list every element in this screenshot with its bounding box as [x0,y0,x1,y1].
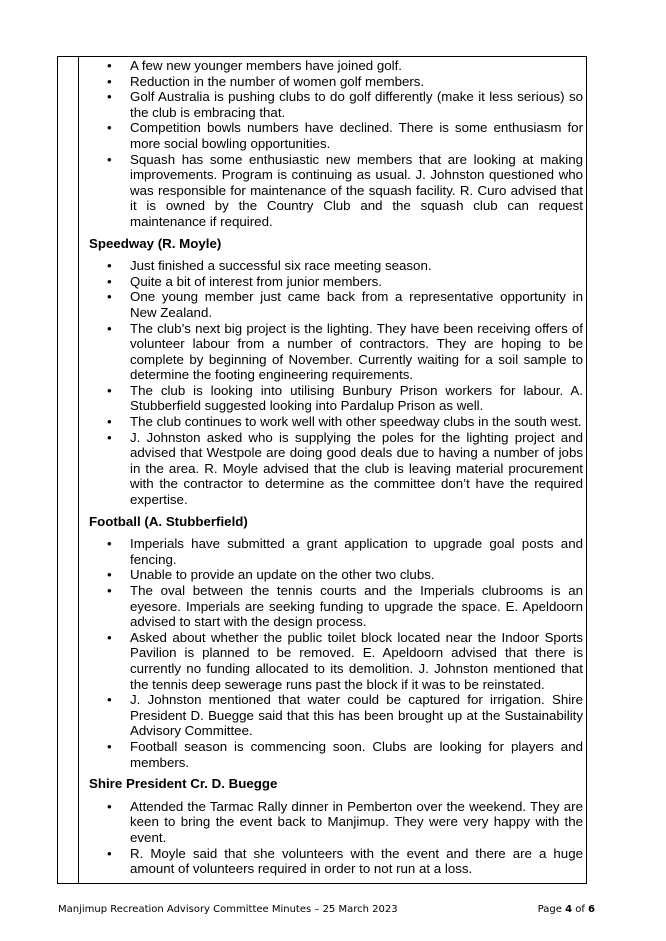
list-item: • The club is looking into utilising Bunbury Prison workers for labour. A. Stubberfield suggested looking into Pardalup Prison as well. [130,383,583,414]
list-item: • The club continues to work well with other speedway clubs in the south west. [130,414,583,430]
minutes-table [57,56,587,884]
list-item: • Asked about whether the public toilet block located near the Indoor Sports Pavilion is planned to be removed. E. Apeldoorn advised that there is currently no funding allocated to its demolition. J. Johnston mentioned that the tennis deep sewerage runs past the block if it was to be reinstated. [130,630,583,692]
total-pages: 6 [588,904,595,915]
page-of-label: of [572,904,589,915]
footer-document-title: Manjimup Recreation Advisory Committee Minutes – 25 March 2023 [58,904,398,915]
list-item: • Unable to provide an update on the other two clubs. [130,567,583,583]
shire-president-list [89,799,583,877]
intro-list [89,58,583,230]
table-column-divider [78,57,79,883]
list-item: • J. Johnston asked who is supplying the poles for the lighting project and advised that Westpole are doing good deals due to having a number of jobs in the area. R. Moyle advised that the club is leaving material procurement with the contractor to determine as the committee don’t have the required expertise. [130,430,583,508]
list-item: • J. Johnston mentioned that water could be captured for irrigation. Shire President D. Buegge said that this has been brought up at the Sustainability Advisory Committee. [130,692,583,739]
list-item: • A few new younger members have joined golf. [130,58,583,74]
shire-president-heading: Shire President Cr. D. Buegge [89,776,278,792]
minutes-content [89,58,583,877]
list-item: • The oval between the tennis courts and the Imperials clubrooms is an eyesore. Imperials are seeking funding to upgrade the space. E. Apeldoorn advised to start with the design process. [130,583,583,630]
footer-page-number [538,904,595,915]
list-item: • Reduction in the number of women golf members. [130,74,583,90]
football-heading: Football (A. Stubberfield) [89,513,248,529]
page-label: Page [537,904,566,915]
speedway-heading: Speedway (R. Moyle) [89,235,222,251]
list-item: • Quite a bit of interest from junior members. [130,274,583,290]
list-item: • One young member just came back from a representative opportunity in New Zealand. [130,289,583,320]
list-item: • Attended the Tarmac Rally dinner in Pemberton over the weekend. They are keen to bring the event back to Manjimup. They were very happy with the event. [130,799,583,846]
list-item: • Squash has some enthusiastic new members that are looking at making improvements. Program is continuing as usual. J. Johnston questioned who was responsible for maintenance of the squash facility. R. Curo advised that it is owned by the Country Club and the squash club can request maintenance if required. [130,152,583,230]
list-item: • R. Moyle said that she volunteers with the event and there are a huge amount of volunteers required in order to not run at a loss. [130,846,583,877]
football-list [89,536,583,770]
list-item: • The club’s next big project is the lighting. They have been receiving offers of volunteer labour from a number of contractors. They are hoping to be complete by beginning of November. Currently waiting for a soil sample to determine the footing engineering requirements. [130,321,583,383]
list-item: • Imperials have submitted a grant application to upgrade goal posts and fencing. [130,536,583,567]
speedway-list [89,258,583,508]
list-item: • Golf Australia is pushing clubs to do golf differently (make it less serious) so the club is embracing that. [130,89,583,120]
list-item: • Competition bowls numbers have declined. There is some enthusiasm for more social bowling opportunities. [130,120,583,151]
list-item: • Just finished a successful six race meeting season. [130,258,583,274]
list-item: • Football season is commencing soon. Clubs are looking for players and members. [130,739,583,770]
current-page: 4 [565,904,573,915]
